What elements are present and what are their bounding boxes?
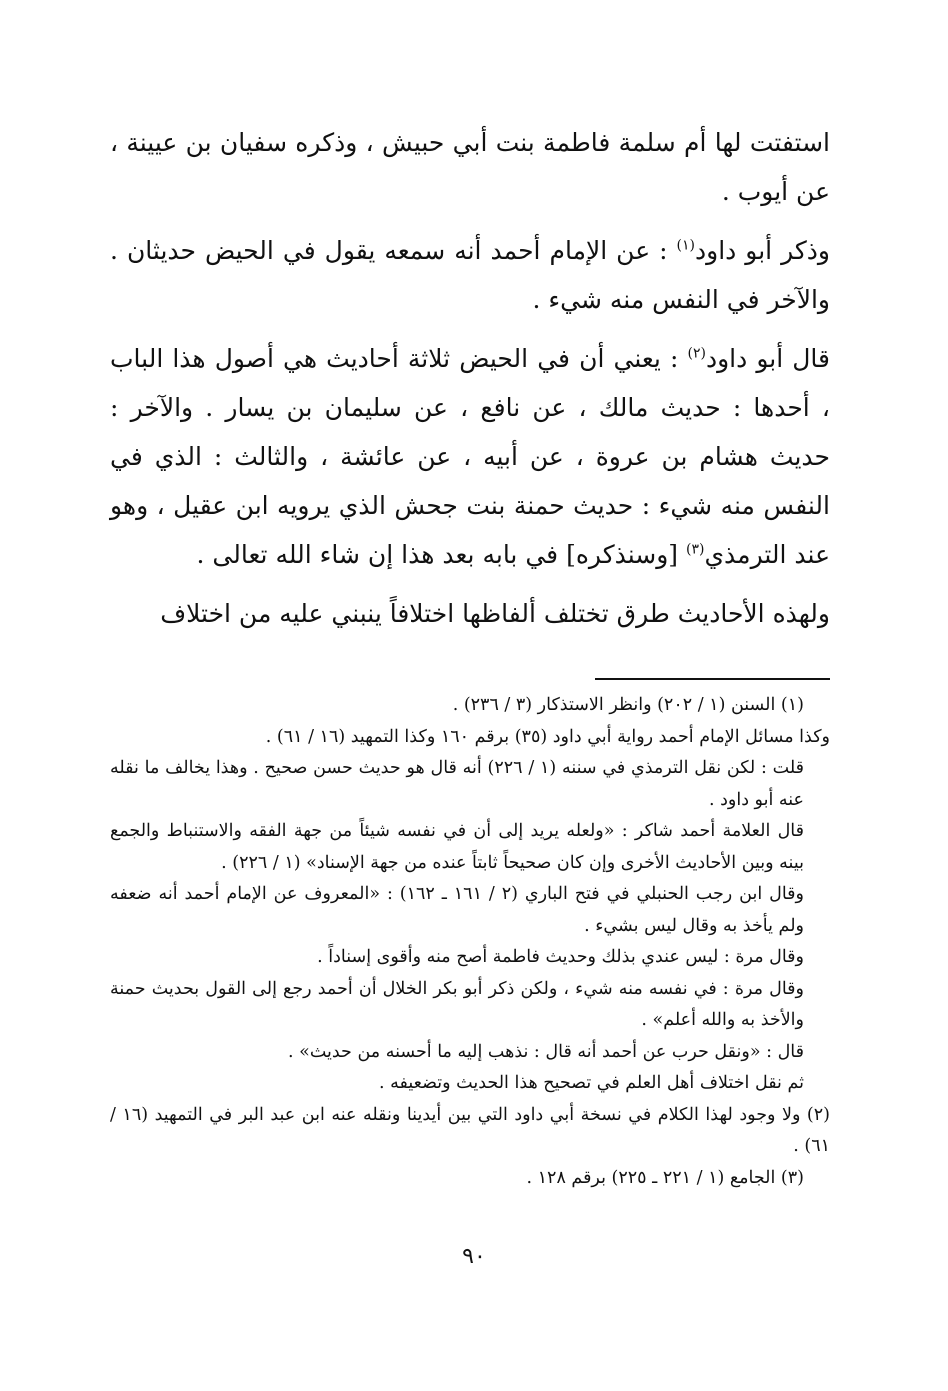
footnote-line: وكذا مسائل الإمام أحمد رواية أبي داود (٣٥) برقم ١٦٠ وكذا التمهيد (١٦ / ٦١) . [265, 726, 830, 747]
paragraph-2-rest: : عن الإمام أحمد أنه سمعه يقول في الحيض حديثان . والآخر في النفس منه شيء . [110, 236, 830, 314]
body-paragraph-2 [110, 226, 830, 324]
footnote-line: (١) السنن (١ / ٢٠٢) وانظر الاستذكار (٣ / ٢٣٦) . [452, 695, 804, 715]
footnotes-section [110, 690, 830, 1194]
page-number: ٩٠ [462, 1244, 486, 1269]
paragraph-3-middle: : يعني أن في الحيض ثلاثة أحاديث هي أصول هذا الباب ، أحدها : حديث مالك ، عن نافع ، عن سليمان بن يسار . والآخر : حديث هشام بن عروة ، عن أبيه ، عن عائشة ، والثالث : الذي في النفس منه شيء : حديث حمنة بنت جحش الذي يرويه ابن عقيل ، وهو عند الترمذي [110, 344, 830, 569]
paragraph-3-end: [وسنذكره] في بابه بعد هذا إن شاء الله تعالى . [196, 540, 687, 569]
body-paragraph-4: ولهذه الأحاديث طرق تختلف ألفاظها اختلافاً ينبني عليه من اختلاف [160, 599, 830, 628]
footnote-ref-2[interactable]: (٢) [687, 345, 706, 362]
body-paragraph-3 [110, 334, 830, 579]
footnote-ref-1[interactable]: (١) [676, 237, 695, 254]
footnote-line: (٣) الجامع (١ / ٢٢١ ـ ٢٢٥) برقم ١٢٨ . [526, 1167, 804, 1188]
footnote-line: قلت : لكن نقل الترمذي في سننه (١ / ٢٢٦) أنه قال هو حديث حسن صحيح . وهذا يخالف ما نقله عنه أبو داود . [110, 758, 805, 810]
footnote-line: ثم نقل اختلاف أهل العلم في تصحيح هذا الحديث وتضعيفه . [379, 1073, 804, 1093]
footnote-divider [595, 678, 830, 680]
footnote-line: قال العلامة أحمد شاكر : «ولعله يريد إلى أن في نفسه شيئاً من جهة الفقه والاستنباط والجمع بينه وبين الأحاديث الأخرى وإن كان صحيحاً ثابتاً عنده من جهة الإسناد» (١ / ٢٢٦) . [110, 821, 804, 873]
body-paragraph-1: استفتت لها أم سلمة فاطمة بنت أبي حبيش ، وذكره سفيان بن عيينة ، عن أيوب . [110, 128, 830, 206]
paragraph-2-start: وذكر أبو داود [695, 236, 830, 265]
paragraph-3-start: قال أبو داود [705, 344, 830, 373]
footnote-line: وقال مرة : ليس عندي بذلك وحديث فاطمة أصح منه وأقوى إسناداً . [317, 947, 804, 967]
footnote-line: (٢) ولا وجود لهذا الكلام في نسخة أبي داود التي بين أيدينا ونقله عنه ابن عبد البر في التمهيد (١٦ / ٦١) . [110, 1104, 830, 1156]
footnote-ref-3[interactable]: (٣) [686, 541, 705, 558]
page-content [110, 118, 830, 1194]
footnote-line: وقال ابن رجب الحنبلي في فتح الباري (٢ / ١٦١ ـ ١٦٢) : «المعروف عن الإمام أحمد أنه ضعفه ولم يأخذ به وقال ليس بشيء . [110, 884, 804, 936]
footnote-line: قال : «ونقل حرب عن أحمد أنه قال : نذهب إليه ما أحسنه من حديث» . [287, 1041, 804, 1062]
footnote-line: وقال مرة : في نفسه منه شيء ، ولكن ذكر أبو بكر الخلال أن أحمد رجع إلى القول بحديث حمنة والأخذ به والله أعلم» . [110, 978, 804, 1030]
